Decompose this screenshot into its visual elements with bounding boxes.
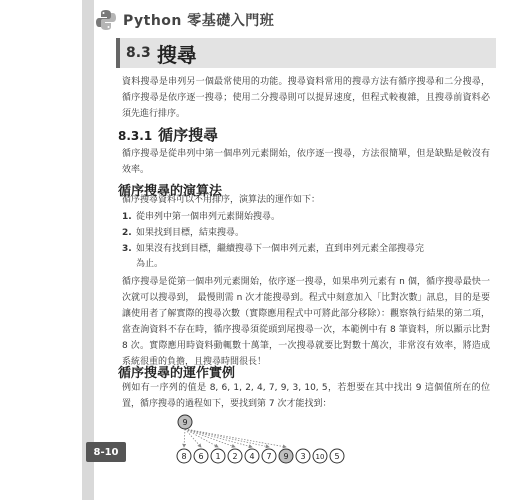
value-label: 8 [181, 452, 187, 461]
value-label: 7 [266, 452, 272, 461]
comparison-arrow [185, 429, 218, 447]
example-paragraph: 例如有一序列的值是 8, 6, 1, 2, 4, 7, 9, 3, 10, 5，若想要在其中找出 9 這個值所在的位置，循序搜尋的過程如下，要找到第 7 次才能找到： [122, 383, 490, 409]
comparison-arrow [185, 429, 252, 447]
value-label: 4 [249, 452, 255, 461]
sequential-search-diagram [160, 408, 360, 488]
value-label: 5 [334, 452, 340, 461]
value-label: 2 [232, 452, 238, 461]
algorithm-lead: 循序搜尋資料可以不用排序，演算法的運作如下： [122, 195, 321, 205]
step-number: 3. [122, 244, 132, 254]
algorithm-paragraph: 循序搜尋是從第一個串列元素開始，依序逐一搜尋，如果串列元素有 n 個，循序搜尋最快一次就可以搜尋到， 最慢則需 n 次才能搜尋到。程式中刻意加入「比對次數」訊息，目的是要讓使用者了解實際的搜尋次數（實際應用程式中可將此部分移除）：觀察執行結果的第二項，當查詢資料不存在時，循序搜尋須從頭到尾搜尋一次，本範例中有 8 筆資料，所以顯示比對 8 次。實際應用時資料動輒數十萬筆，一次搜尋就要比對數十萬次，非常沒有效率，將造成系統很重的負擔，且搜尋時間很長！ [122, 277, 490, 367]
subsection-number: 8.3.1 [118, 129, 153, 143]
python-logo-icon [95, 9, 117, 31]
page-header [95, 8, 274, 32]
comparison-arrow [185, 429, 201, 447]
page-sidebar-strip [82, 0, 94, 500]
step-text: 從串列中第一個串列元素開始搜尋。 [136, 212, 281, 222]
value-label: 6 [198, 452, 204, 461]
intro-paragraph: 資料搜尋是串列另一個最常使用的功能。搜尋資料常用的搜尋方法有循序搜尋和二分搜尋，循序搜尋是依序逐一搜尋；使用二分搜尋則可以提昇速度，但程式較複雜，且搜尋前資料必須先進行排序。 [122, 77, 490, 119]
comparison-arrow [185, 429, 286, 447]
value-label: 1 [215, 452, 221, 461]
comparison-arrow [185, 429, 269, 447]
value-label: 10 [315, 453, 325, 461]
algorithm-heading: 循序搜尋的演算法 [118, 184, 223, 199]
algorithm-step [122, 210, 488, 225]
example-heading: 循序搜尋的運作實例 [118, 366, 236, 381]
step-number: 1. [122, 212, 132, 222]
target-value: 9 [182, 418, 188, 427]
section-number: 8.3 [126, 45, 151, 61]
step-text: 如果沒有找到目標，繼續搜尋下一個串列元素，直到串列元素全部搜尋完 [136, 244, 425, 254]
value-label: 3 [300, 452, 306, 461]
step-number: 2. [122, 228, 132, 238]
algorithm-step [122, 242, 488, 272]
comparison-arrow [184, 429, 185, 447]
subsection-heading [118, 124, 218, 145]
page-number: 8-10 [86, 442, 126, 462]
subsection-paragraph: 循序搜尋是從串列中第一個串列元素開始，依序逐一搜尋，方法很簡單，但是缺點是較沒有效率。 [122, 149, 490, 175]
subsection-title: 循序搜尋 [158, 126, 219, 144]
algorithm-step [122, 226, 488, 241]
section-title: 搜尋 [156, 42, 197, 67]
section-heading-bar [116, 38, 496, 68]
step-text: 如果找到目標，結束搜尋。 [136, 228, 245, 238]
book-title: Python 零基礎入門班 [123, 13, 275, 29]
step-text-continued: 為止。 [136, 259, 164, 269]
value-label: 9 [283, 452, 289, 461]
